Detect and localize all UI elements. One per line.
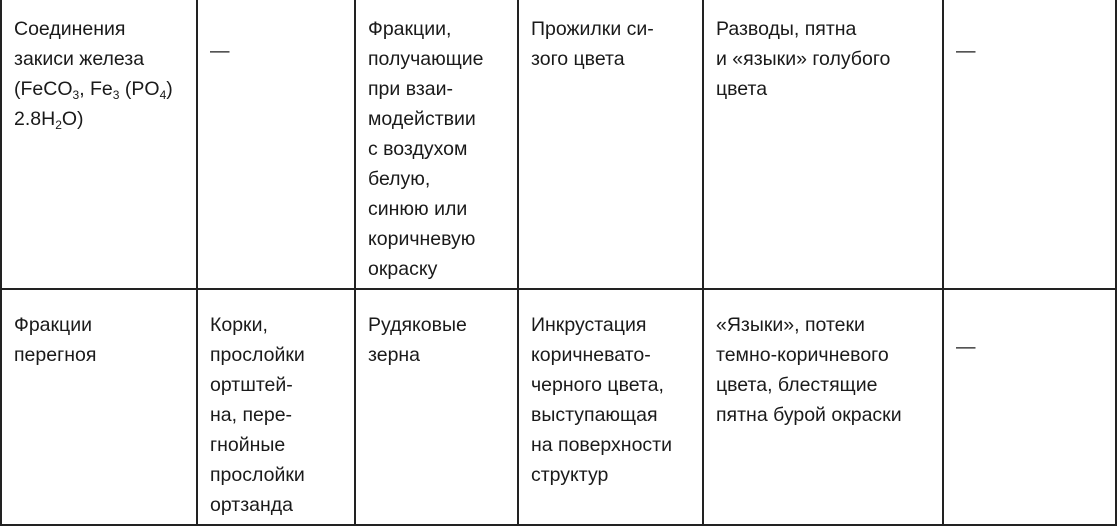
cell-col6 — [943, 0, 1116, 289]
cell-line: зерна — [368, 344, 421, 366]
table-row — [1, 0, 1116, 289]
cell-line: структур — [531, 464, 609, 486]
cell-line: модействии — [368, 108, 476, 130]
cell-line: и «языки» голубого — [716, 48, 891, 70]
cell-line: белую, — [368, 168, 431, 190]
cell-line: Инкрустация — [531, 314, 647, 336]
cell-line: коричневато- — [531, 344, 651, 366]
cell-line: «Языки», потеки — [716, 314, 865, 336]
cell-line: получающие — [368, 48, 484, 70]
cell-line: при взаи- — [368, 78, 454, 100]
cell-col2 — [197, 0, 355, 289]
cell-line: закиси железа — [14, 48, 145, 70]
cell-line: гнойные — [210, 434, 286, 456]
cell-line: цвета — [716, 78, 768, 100]
cell-line: Корки, — [210, 314, 268, 336]
empty-dash: — — [956, 336, 976, 358]
cell-line: прослойки — [210, 344, 305, 366]
cell-col2 — [197, 289, 355, 525]
cell-line: с воздухом — [368, 138, 468, 160]
cell-line: Рудяковые — [368, 314, 467, 336]
cell-substance — [1, 289, 197, 525]
cell-line: перегноя — [14, 344, 97, 366]
cell-line: Фракции — [14, 314, 92, 336]
cell-line: коричневую — [368, 228, 476, 250]
cell-line: цвета, блестящие — [716, 374, 878, 396]
cell-line: Прожилки си- — [531, 18, 654, 40]
cell-col6 — [943, 289, 1116, 525]
cell-line: ортштей- — [210, 374, 293, 396]
cell-line: Соединения — [14, 18, 126, 40]
empty-dash: — — [956, 40, 976, 62]
cell-line: Фракции, — [368, 18, 452, 40]
cell-col4 — [518, 289, 703, 525]
cell-col3 — [355, 0, 518, 289]
cell-line: зого цвета — [531, 48, 625, 70]
cell-line: пятна бурой окраски — [716, 404, 902, 426]
cell-line: на, пере- — [210, 404, 293, 426]
cell-line: ортзанда — [210, 494, 293, 516]
cell-line: на поверхности — [531, 434, 672, 456]
cell-line: окраску — [368, 258, 438, 280]
formula-line: (FeCO$_3$, $Fe_3$ $(PO_4)$ — [14, 78, 173, 102]
cell-line: темно-коричневого — [716, 344, 889, 366]
cell-line: черного цвета, — [531, 374, 664, 396]
cell-col5 — [703, 289, 943, 525]
cell-substance — [1, 0, 197, 289]
cell-col3 — [355, 289, 518, 525]
cell-line: Разводы, пятна — [716, 18, 857, 40]
cell-line: синюю или — [368, 198, 468, 220]
cell-line: прослойки — [210, 464, 305, 486]
formula-line: $2.8H_2O$) — [14, 108, 84, 132]
cell-col5 — [703, 0, 943, 289]
empty-dash: — — [210, 40, 230, 62]
cell-col4 — [518, 0, 703, 289]
table-row — [1, 289, 1116, 525]
cell-line: выступающая — [531, 404, 658, 426]
